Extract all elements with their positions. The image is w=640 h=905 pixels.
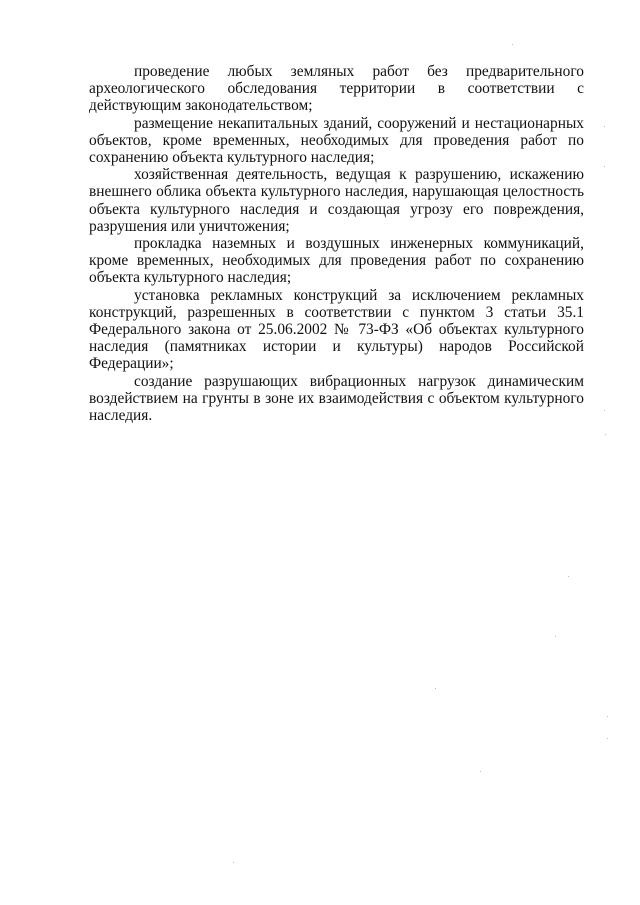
document-body	[89, 63, 584, 424]
paragraph-vibration-loads: создание разрушающих вибрационных нагрузок динамическим воздействием на грунты в зоне их взаимодействия с объектом культурного наследия.	[89, 372, 584, 425]
scan-speck	[435, 688, 436, 689]
scan-speck	[604, 126, 605, 127]
scan-speck	[568, 576, 569, 577]
scan-speck	[607, 738, 608, 739]
paragraph-advertising: установка рекламных конструкций за исключением рекламных конструкций, разрешенных в соответствии с пунктом 3 статьи 35.1 Федерального закона от 25.06.2002 № 73-ФЗ «Об объектах культурного наследия (памятниках истории и культуры) народов Российской Федерации»;	[89, 286, 584, 373]
paragraph-economic-activity: хозяйственная деятельность, ведущая к разрушению, искажению внешнего облика объекта культурного наследия, нарушающая целостность объекта культурного наследия и создающая угрозу его повреждения, разрушения или уничтожения;	[89, 166, 584, 235]
paragraph-non-capital-buildings: размещение некапитальных зданий, сооружений и нестационарных объектов, кроме временных, необходимых для проведения работ по сохранению объекта культурного наследия;	[89, 114, 584, 167]
scan-speck	[607, 716, 608, 717]
scan-speck	[605, 434, 606, 435]
scan-speck	[604, 410, 605, 411]
scan-speck	[555, 636, 556, 637]
scan-speck	[233, 862, 234, 863]
scan-speck	[480, 771, 481, 772]
scan-speck	[604, 166, 605, 167]
paragraph-earthworks: проведение любых земляных работ без предварительного археологического обследования территории в соответствии с действующим законодательством;	[89, 63, 584, 115]
scan-speck	[512, 44, 513, 45]
paragraph-utilities: прокладка наземных и воздушных инженерных коммуникаций, кроме временных, необходимых для проведения работ по сохранению объекта культурного наследия;	[89, 235, 584, 287]
